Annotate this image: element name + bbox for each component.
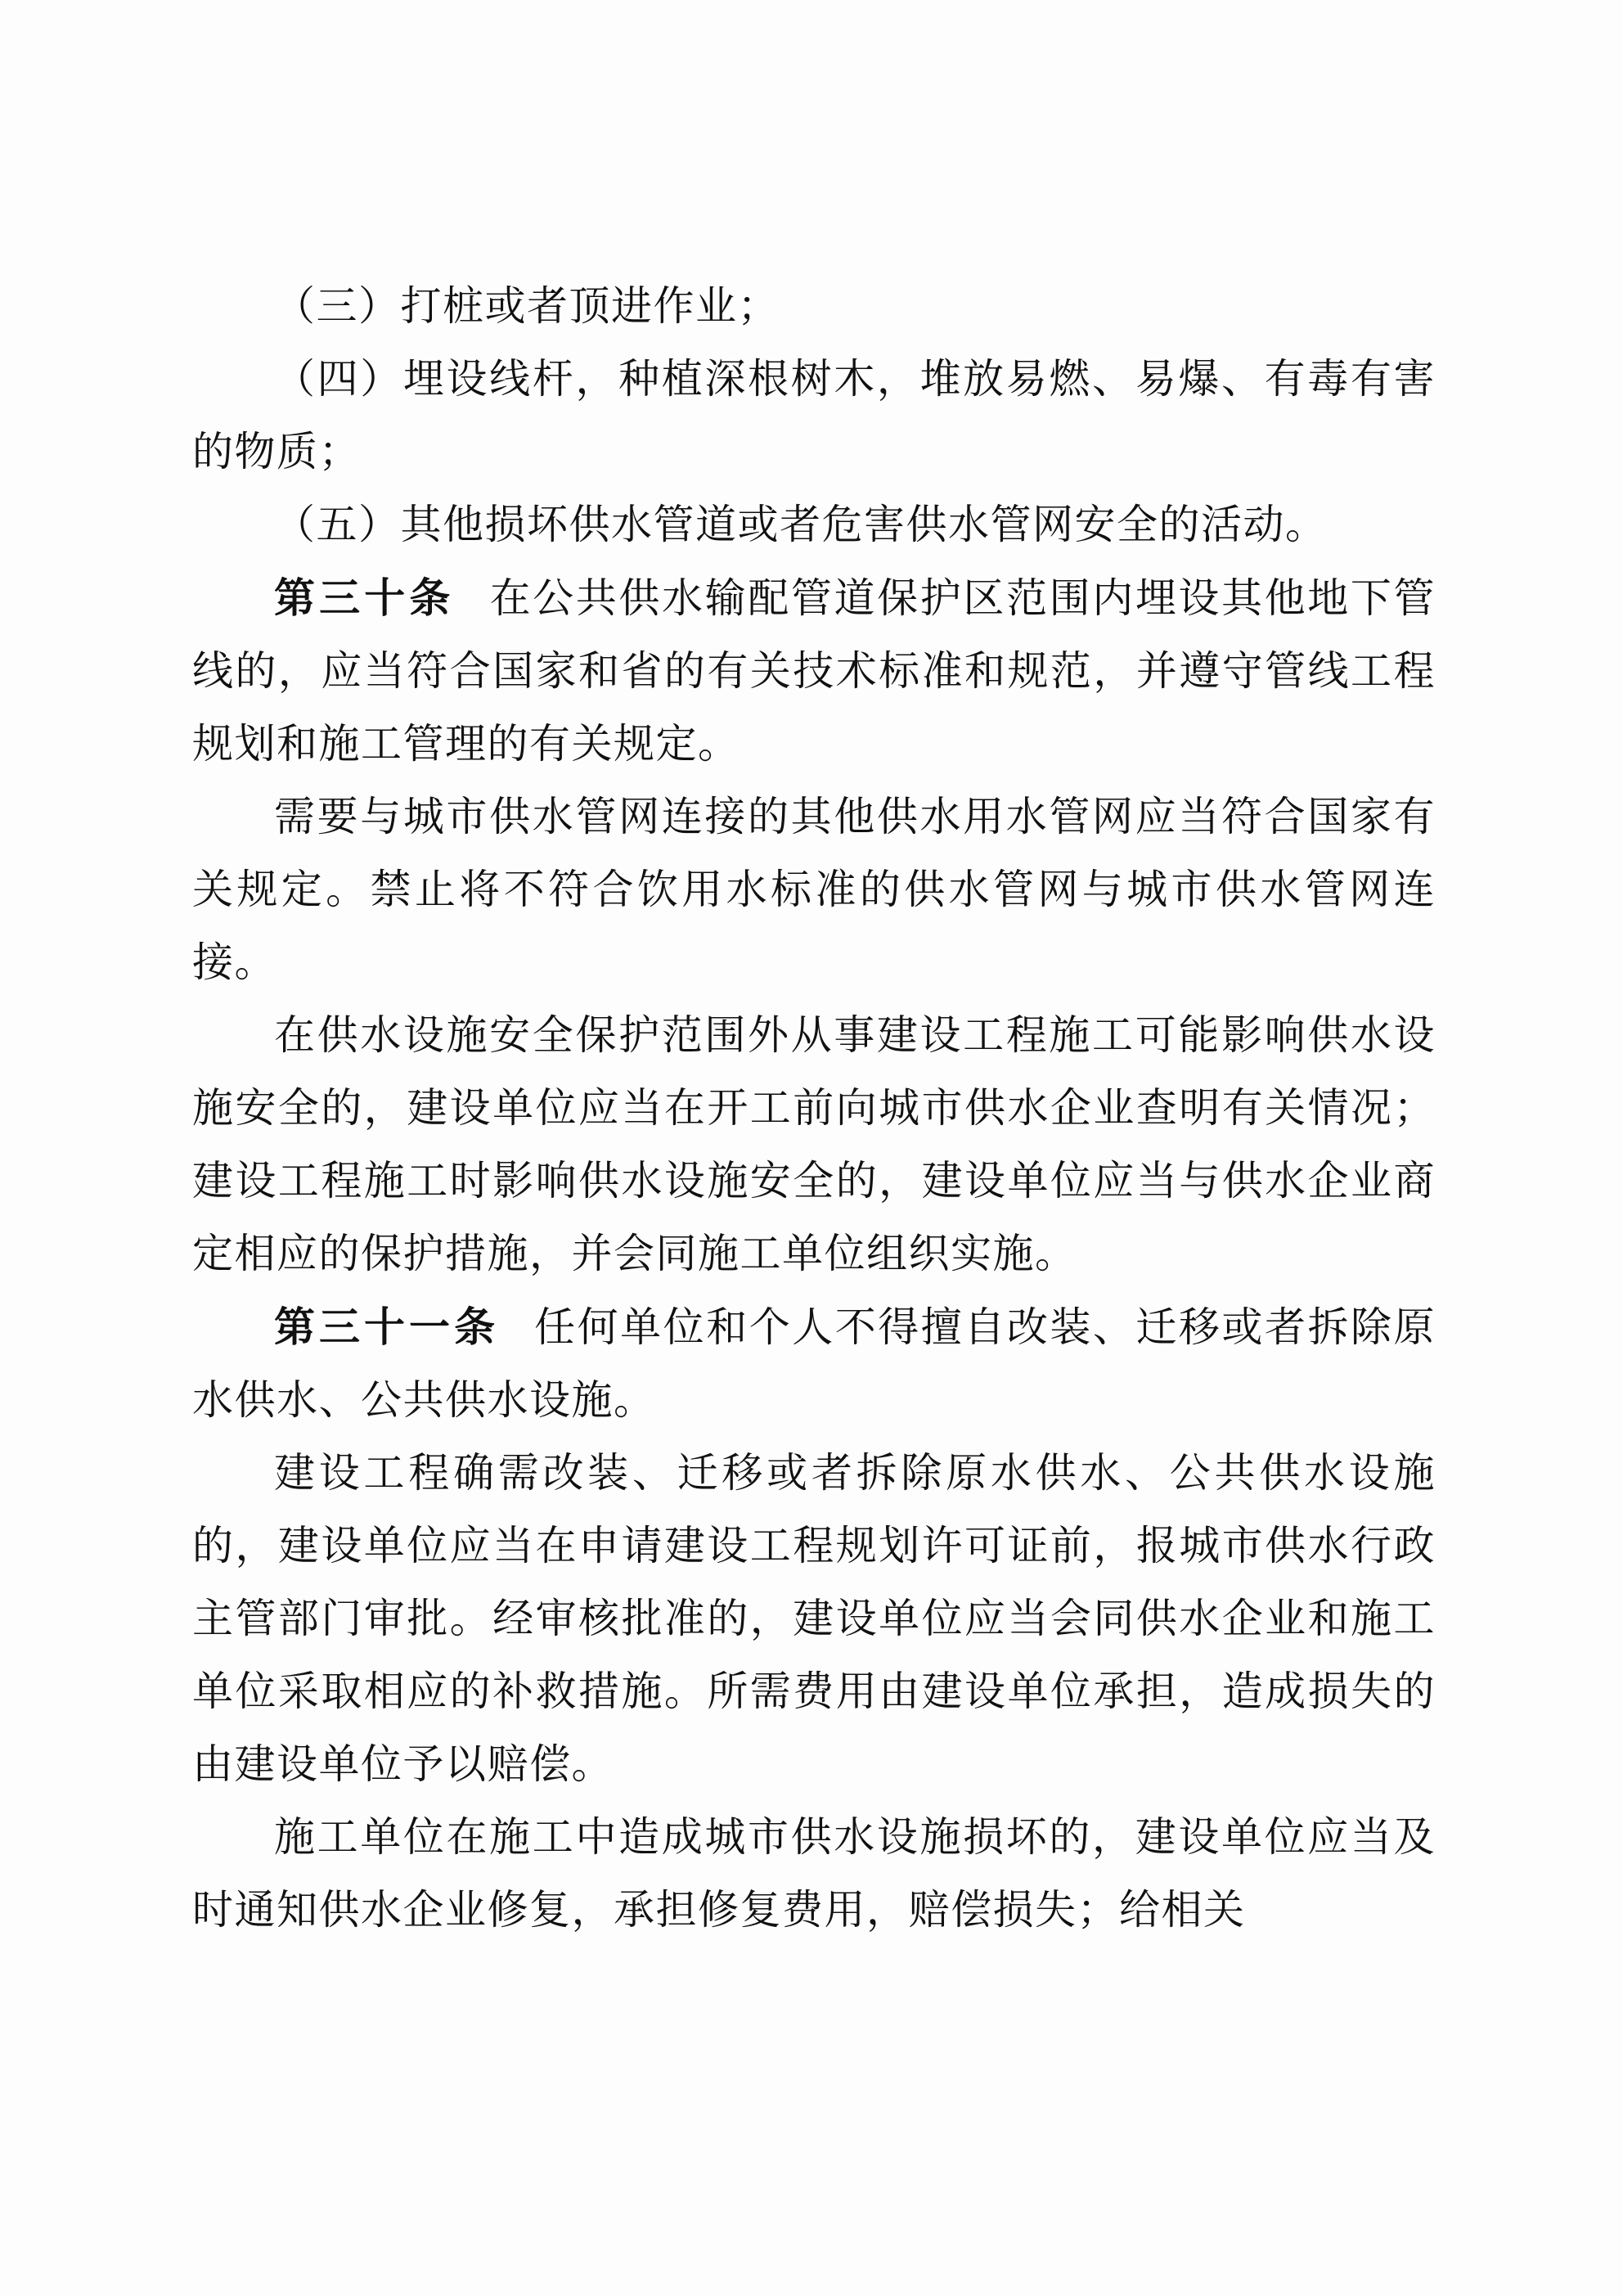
list-item-5: （五）其他损坏供水管道或者危害供水管网安全的活动。 — [274, 501, 1328, 548]
article-30-text: 在公共供水输配管道保护区范围内埋设其他地下管线的，应当符合国家和省的有关技术标准和规范，并遵守管线工程规划和施工管理的有关规定。 — [192, 574, 1436, 768]
article-31-label: 第三十一条 — [274, 1303, 500, 1351]
document-body — [192, 270, 1436, 1947]
article-30-paragraph-2: 需要与城市供水管网连接的其他供水用水管网应当符合国家有关规定。禁止将不符合饮用水标准的供水管网与城市供水管网连接。 — [192, 793, 1436, 986]
article-31-paragraph-2: 建设工程确需改装、迁移或者拆除原水供水、公共供水设施的，建设单位应当在申请建设工程规划许可证前，报城市供水行政主管部门审批。经审核批准的，建设单位应当会同供水企业和施工单位采取相应的补救措施。所需费用由建设单位承担，造成损失的由建设单位予以赔偿。 — [192, 1449, 1436, 1788]
article-31-paragraph-3: 施工单位在施工中造成城市供水设施损坏的，建设单位应当及时通知供水企业修复，承担修复费用，赔偿损失；给相关 — [192, 1813, 1436, 1934]
article-30-label: 第三十条 — [274, 574, 455, 622]
article-31-paragraph — [192, 1290, 1436, 1437]
list-item-4: （四）埋设线杆，种植深根树木，堆放易燃、易爆、有毒有害的物质； — [192, 355, 1436, 475]
article-30-paragraph — [192, 561, 1436, 781]
list-item-3: （三）打桩或者顶进作业； — [274, 282, 780, 330]
article-30-paragraph-3: 在供水设施安全保护范围外从事建设工程施工可能影响供水设施安全的，建设单位应当在开工前向城市供水企业查明有关情况；建设工程施工时影响供水设施安全的，建设单位应当与供水企业商定相应的保护措施，并会同施工单位组织实施。 — [192, 1011, 1436, 1277]
article-31-text: 任何单位和个人不得擅自改装、迁移或者拆除原水供水、公共供水设施。 — [192, 1303, 1436, 1424]
